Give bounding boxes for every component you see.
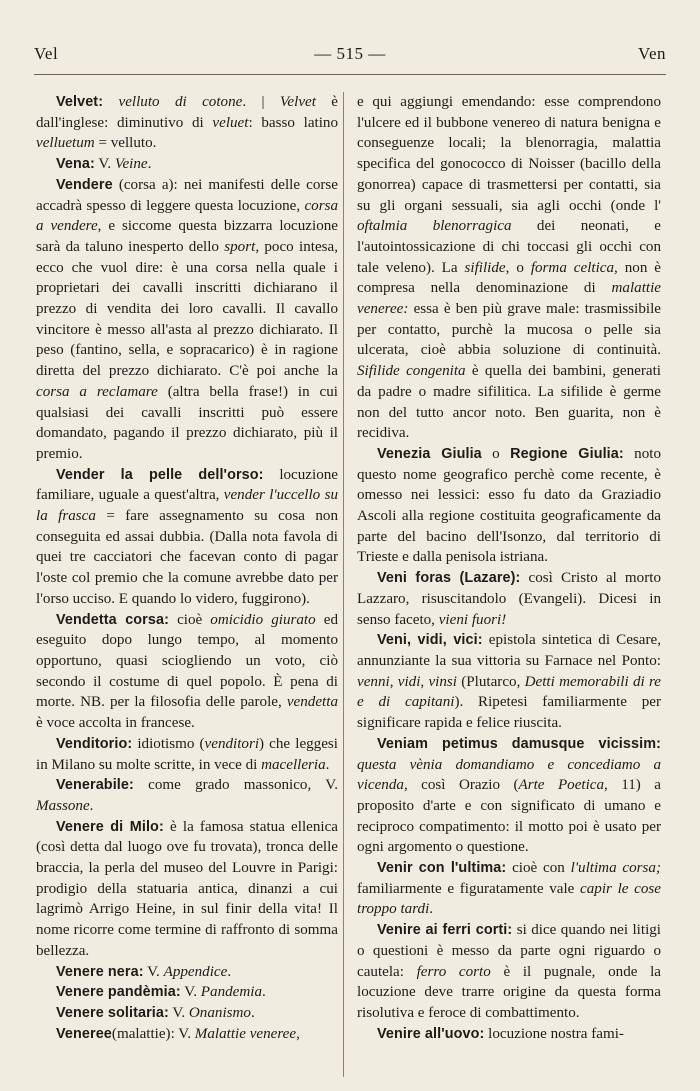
dictionary-entry <box>357 92 661 444</box>
entry-italic-text: sport <box>224 238 256 255</box>
dictionary-entry <box>36 817 338 962</box>
dictionary-entry <box>36 734 338 775</box>
entry-text: V. <box>180 984 201 1001</box>
entry-text: ) che leggesi in Milano su molte scritte, in vece di <box>36 735 338 773</box>
entry-italic-text: Detti memorabili di re e di capitani <box>357 673 662 711</box>
entry-text: , <box>296 1025 300 1042</box>
entry-italic-text: capir le cose troppo tardi <box>357 880 661 918</box>
page-header <box>34 44 666 70</box>
entry-italic-text: l'ultima corsa; <box>570 860 661 877</box>
entry-text: . <box>227 963 232 980</box>
entry-italic-text: questa vènia domandiamo e concediamo a vicenda <box>357 756 661 794</box>
entry-text: . | <box>242 94 280 110</box>
entry-text: o <box>481 445 511 462</box>
dictionary-entry <box>36 92 338 154</box>
dictionary-entry <box>357 630 661 734</box>
dictionary-entry <box>36 175 338 465</box>
entry-text: , <box>420 673 429 690</box>
entry-text: (Plutarco, <box>456 673 525 690</box>
entry-text: , <box>389 673 398 690</box>
entry-text: così Cristo al morto Lazzaro, risuscitandolo (Evangeli). Dicesi in senso faceto, <box>357 570 661 628</box>
entry-text: V. <box>143 963 164 980</box>
entry-italic-text: venni <box>357 673 390 690</box>
entry-italic-text: vender l'uccello su la frasca <box>36 487 338 525</box>
dictionary-entry <box>36 465 338 610</box>
entry-headword: Venditorio: <box>56 735 133 752</box>
entry-italic-text: Sifilide congenita <box>357 363 466 380</box>
header-rule <box>34 74 666 75</box>
entry-italic-text: omicidio giurato <box>210 611 316 628</box>
left-column <box>36 92 338 1044</box>
entry-text: è voce accolta in francese. <box>36 715 195 732</box>
entry-text: , non è compresa nella denominazione di <box>357 259 662 297</box>
right-column <box>357 92 661 1044</box>
entry-text: locuzione familiare, uguale a quest'altra, <box>36 466 338 504</box>
entry-text: si dice quando nei litigi o questioni è messo da parte ogni riguardo o cautela: <box>357 922 661 980</box>
entry-italic-text: vinsi <box>428 673 457 690</box>
dictionary-entry <box>36 1024 338 1045</box>
entry-italic-text: velluetum <box>36 135 95 152</box>
entry-text: = fare assegnamento su cosa non conseguita ed assai dubbia. (Dalla nota favola di quei tre cacciatori che facevan conto di pagar l'oste col premio che la comune avrebbe dato per l'orso ucciso. E quando lo videro, fuggirono). <box>36 508 338 607</box>
entry-italic-text: Velvet <box>279 94 316 110</box>
entry-text: , e siccome questa bizzarra locuzione sarà da taluno inesperto dello <box>36 218 338 255</box>
entry-headword: Venire all'uovo: <box>377 1025 485 1042</box>
entry-italic-text: corsa a vendere <box>36 197 338 235</box>
dictionary-entry <box>357 568 661 630</box>
entry-text: noto questo nome geografico perchè come recente, è omesso nei lessici: esso fu dato da Graziadio Ascoli alla regione costituita geograficamente da parte del bacino dell'Isonzo, dal territorio di Trieste e dalla penisola istriana. <box>357 445 662 566</box>
entry-text: cioè con <box>506 860 571 877</box>
entry-text: V. <box>168 1004 189 1021</box>
dictionary-entry <box>36 962 338 983</box>
entry-headword: Regione Giulia: <box>510 445 624 462</box>
entry-headword: Vena: <box>56 156 95 173</box>
entry-headword: Veneree <box>56 1025 112 1042</box>
entry-italic-text: venditori <box>204 735 260 752</box>
entry-italic-text: vendetta <box>286 694 338 711</box>
dictionary-entry <box>357 858 661 920</box>
entry-italic-text: corsa a reclamare <box>36 383 158 400</box>
dictionary-entry <box>36 1003 338 1024</box>
entry-text: = velluto. <box>94 135 157 152</box>
entry-italic-text: velluto di cotone <box>118 94 243 110</box>
entry-text: . <box>250 1004 255 1021</box>
entry-headword: Venir con l'ultima: <box>377 860 507 877</box>
entry-text: . <box>429 901 434 918</box>
page-number: — 515 — <box>314 44 386 63</box>
entry-headword: Veni foras (Lazare): <box>377 570 521 587</box>
entry-headword: Vendetta corsa: <box>56 611 169 628</box>
entry-headword: Venire ai ferri corti: <box>377 922 513 939</box>
entry-headword: Veniam petimus damusque vicissim: <box>377 735 661 752</box>
entry-text: è quella dei bambini, generati da padre o madre sifilitica. La sifilide è germe non del tutto ancor noto. Ben guarita, non è recidiva. <box>357 363 661 442</box>
entry-text: : basso latino <box>248 114 338 131</box>
entry-italic-text: Pandemia <box>200 984 262 1001</box>
dictionary-entry <box>357 444 661 568</box>
entry-text: locuzione nostra fami- <box>484 1025 624 1042</box>
entry-italic-text: Appendice <box>163 963 228 980</box>
entry-text: , o <box>505 259 531 276</box>
entry-text: , poco intesa, ecco che vuol dire: è una corsa nella quale i proprietari dei cavalli inscritti dichiarano il prezzo di vendita dei loro cavalli. Il cavallo vincitore è messo all'asta al prezzo dichiarato. Il peso (fantino, sella, e sopracarico) è in ragione diretta del prezzo dichiarato. C'è poi anche la <box>36 238 338 380</box>
entry-italic-text: sifilide <box>464 259 506 276</box>
header-right-guide-word: Ven <box>638 44 666 63</box>
entry-text: è la famosa statua ellenica (così detta dal luogo ove fu trovata), tronca delle braccia, la perla del museo del Louvre in Parigi: prodigio della statuaria antica, dinanzi a cui lagrimò Arrigo Heine, in sul finir della vita! Il nome ricorre come termine di raffronto di somma bellezza. <box>36 818 338 959</box>
entry-italic-text: macelleria <box>261 756 326 773</box>
entry-text: ). Ripetesi familiarmente per significare rapida e felice riuscita. <box>357 694 661 732</box>
entry-italic-text: vieni fuori! <box>438 611 507 628</box>
entry-italic-text: oftalmia blenorragica <box>357 218 512 235</box>
entry-text: dei neonati, e l'autointossicazione di chi toccasi gli occhi con tale veleno). La <box>357 218 661 276</box>
entry-headword: Vendere <box>56 176 113 193</box>
column-divider <box>343 92 344 1077</box>
entry-italic-text: vidi <box>397 673 421 690</box>
entry-text: . <box>89 797 94 814</box>
entry-text: idiotismo ( <box>132 735 205 752</box>
entry-headword: Velvet: <box>56 94 104 110</box>
entry-headword: Venere di Milo: <box>56 818 164 835</box>
dictionary-entry <box>357 734 661 858</box>
entry-text: . <box>325 756 330 773</box>
entry-text: (malattie): V. <box>111 1025 195 1042</box>
dictionary-entry <box>36 982 338 1003</box>
entry-text: , così Orazio ( <box>403 777 519 794</box>
entry-text: epistola sintetica di Cesare, annunziante la sua vittoria su Farnace nel Ponto: <box>357 632 661 669</box>
entry-italic-text: veluet <box>212 114 249 131</box>
entry-text: come grado massonico, V. <box>133 777 338 794</box>
entry-text <box>103 94 118 110</box>
entry-headword: Venere nera: <box>56 963 144 980</box>
entry-italic-text: Onanismo <box>188 1004 251 1021</box>
entry-text: , 11) a proposito d'arte e con significato di umano e reciproco compatimento: il motto poi è usato per ogni argomento o questione. <box>357 777 661 856</box>
entry-text: ed eseguito dopo lungo tempo, al momento opportuno, quasi sciogliendo un voto, ciò secondo il costume di quel popolo. È pena di morte. NB. per la filosofia delle parole, <box>36 611 338 711</box>
entry-text: (altra bella frase!) in cui qualsiasi dei cavalli inscritti può essere domandato, pagando il prezzo dichiarato, più il premio. <box>36 383 338 462</box>
entry-headword: Vender la pelle dell'orso: <box>56 466 264 483</box>
dictionary-entry <box>36 775 338 816</box>
dictionary-entry <box>357 1024 661 1045</box>
entry-italic-text: Arte Poetica <box>518 777 605 794</box>
entry-italic-text: Veine <box>114 156 148 173</box>
entry-text: . <box>147 156 152 173</box>
entry-headword: Venere solitaria: <box>56 1004 169 1021</box>
entry-text: è dall'inglese: diminutivo di <box>36 94 338 131</box>
entry-italic-text: Malattie veneree <box>194 1025 297 1042</box>
entry-italic-text: ferro corto <box>416 963 491 980</box>
entry-text: (corsa a): nei manifesti delle corse accadrà spesso di leggere questa locuzione, <box>36 176 338 214</box>
entry-headword: Veni, vidi, vici: <box>377 632 483 649</box>
entry-text: familiarmente e figuratamente vale <box>357 880 581 897</box>
entry-headword: Venezia Giulia <box>377 445 482 462</box>
entry-text: essa è ben più grave male: trasmissibile per contatto, purchè la mucosa o pelle sia ulcerata, cioè abbia soluzione di continuità. <box>357 301 661 359</box>
dictionary-entry <box>36 610 338 734</box>
entry-italic-text: forma celtica <box>530 259 615 276</box>
entry-headword: Venerabile: <box>56 777 134 794</box>
entry-text: V. <box>94 156 115 173</box>
entry-text: e qui aggiungi emendando: esse comprendono l'ulcere ed il bubbone venereo di natura benigna e conseguenze locali; la blenorragia, malattia specifica del gonococco di Noisser (bacillo della gonorrea) capace di trasmettersi per contatti, sia su gli organi sessuali, sia agli occhi (onde l' <box>357 94 661 214</box>
entry-italic-text: Massone <box>36 797 90 814</box>
dictionary-entry <box>357 920 661 1024</box>
header-left-guide-word: Vel <box>34 44 59 63</box>
entry-headword: Venere pandèmia: <box>56 984 181 1001</box>
entry-italic-text: malattie veneree: <box>357 280 661 318</box>
entry-text: cioè <box>168 611 211 628</box>
entry-text: . <box>262 984 266 1001</box>
dictionary-entry <box>36 154 338 175</box>
entry-text: è il pugnale, onde la locuzione deve trarre origine da questa forma risolutiva e feroce di combattimento. <box>357 963 662 1021</box>
